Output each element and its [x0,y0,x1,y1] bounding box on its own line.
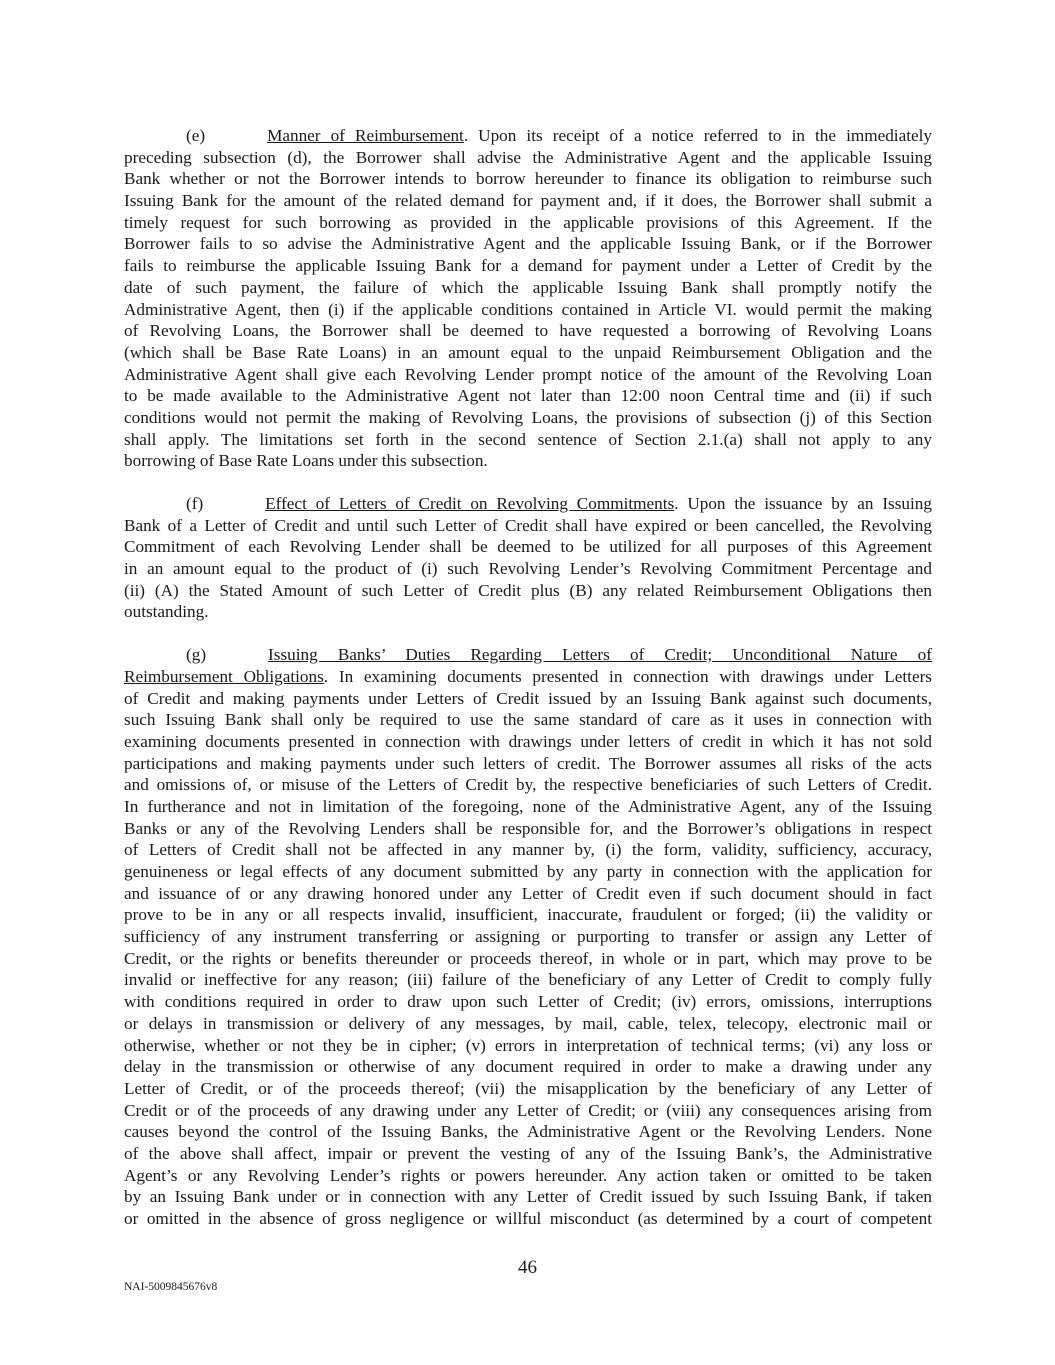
text-line: (ii) (A) the Stated Amount of such Letter of Credit plus (B) any related Reimbursement Obligations then [124,580,932,600]
page-number: 46 [518,1257,537,1278]
text-line: timely request for such borrowing as provided in the applicable provisions of this Agreement. If the [124,212,932,232]
text-line: Commitment of each Revolving Lender shall be deemed to be utilized for all purposes of this Agreement [124,537,932,557]
text-line: sufficiency of any instrument transferring or assigning or purporting to transfer or assign any Letter of [124,927,932,947]
text-line: Issuing Bank for the amount of the related demand for payment and, if it does, the Borrower shall submit a [124,191,932,211]
text-line [124,644,932,666]
paragraph-e [124,125,932,472]
text-line: participations and making payments under such letters of credit. The Borrower assumes all risks of the acts [124,753,932,773]
text-line: causes beyond the control of the Issuing Banks, the Administrative Agent or the Revolving Lenders. None [124,1122,932,1142]
text-run: . Upon the issuance by an Issuing [674,494,932,513]
text-line: by an Issuing Bank under or in connection with any Letter of Credit issued by such Issuing Bank, if taken [124,1187,932,1207]
text-line: invalid or ineffective for any reason; (iii) failure of the beneficiary of any Letter of Credit to comply fully [124,970,932,990]
text-line: of Credit and making payments under Letters of Credit issued by an Issuing Bank against such documents, [124,688,932,708]
text-line: genuineness or legal effects of any document submitted by any party in connection with the application for [124,862,932,881]
text-line: and issuance of or any drawing honored under any Letter of Credit even if such document should in fact [124,883,932,903]
subsection-label: (g) [186,645,207,665]
subsection-label: (e) [186,126,206,145]
text-line: preceding subsection (d), the Borrower shall advise the Administrative Agent and the applicable Issuing [124,147,932,167]
text-line: fails to reimburse the applicable Issuing Bank for a demand for payment under a Letter of Credit by the [124,256,932,276]
subsection-heading: Issuing Banks’ Duties Regarding Letters of Credit; Unconditional Nature of [268,645,932,665]
text-line: borrowing of Base Rate Loans under this subsection. [124,451,488,471]
text-line: delay in the transmission or otherwise of any document required in order to make a drawing under any [124,1057,932,1077]
text-line: of the above shall affect, impair or prevent the vesting of any of the Issuing Bank’s, the Administrative [124,1143,932,1163]
text-line: Agent’s or any Revolving Lender’s rights or powers hereunder. Any action taken or omitted to be taken [124,1165,932,1185]
text-line: prove to be in any or all respects invalid, insufficient, inaccurate, fraudulent or forged; (ii) the validity or [124,905,932,925]
text-line: or delays in transmission or delivery of any messages, by mail, cable, telex, telecopy, electronic mail or [124,1013,932,1033]
text-line: Letter of Credit, or of the proceeds thereof; (vii) the misapplication by the beneficiary of any Letter of [124,1078,932,1098]
text-line: to be made available to the Administrative Agent not later than 12:00 noon Central time and (ii) if such [124,386,932,406]
paragraph-g [124,644,932,1230]
subsection-heading: Manner of Reimbursement [267,126,464,145]
text-line: outstanding. [124,602,209,622]
text-line: examining documents presented in connection with drawings under letters of credit in which it has not sold [124,731,932,751]
text-line [124,125,932,147]
text-line [124,493,932,515]
text-line: Administrative Agent, then (i) if the applicable conditions contained in Article VI. would permit the making [124,299,932,319]
text-line: such Issuing Bank shall only be required to use the same standard of care as it uses in connection with [124,710,932,730]
text-line: Banks or any of the Revolving Lenders shall be responsible for, and the Borrower’s obligations in respect [124,818,932,838]
text-line: with conditions required in order to draw upon such Letter of Credit; (iv) errors, omissions, interruptions [124,992,932,1012]
text-line: Bank of a Letter of Credit and until such Letter of Credit shall have expired or been cancelled, the Revolving [124,515,932,535]
text-line: shall apply. The limitations set forth in the second sentence of Section 2.1.(a) shall not apply to any [124,429,932,449]
text-line: Administrative Agent shall give each Revolving Lender prompt notice of the amount of the Revolving Loan [124,364,932,384]
document-id: NAI-5009845676v8 [124,1281,218,1293]
text-line: conditions would not permit the making of Revolving Loans, the provisions of subsection (j) of this Section [124,407,932,427]
text-line: of Revolving Loans, the Borrower shall be deemed to have requested a borrowing of Revolving Loans [124,321,932,341]
text-line: otherwise, whether or not they be in cipher; (v) errors in interpretation of technical terms; (vi) any loss or [124,1035,932,1055]
text-line: Borrower fails to so advise the Administrative Agent and the applicable Issuing Bank, or if the Borrower [124,234,932,254]
text-line: or omitted in the absence of gross negligence or willful misconduct (as determined by a court of competent [124,1209,932,1228]
text-line: and omissions of, or misuse of the Letters of Credit by, the respective beneficiaries of such Letters of Credit. [124,775,932,795]
text-line: Credit or of the proceeds of any drawing under any Letter of Credit; or (viii) any consequences arising from [124,1100,932,1120]
text-line [124,666,932,688]
text-line: (which shall be Base Rate Loans) in an amount equal to the unpaid Reimbursement Obligation and the [124,342,932,362]
text-line: date of such payment, the failure of which the applicable Issuing Bank shall promptly notify the [124,277,932,297]
paragraph-f [124,493,932,623]
text-line: Credit, or the rights or benefits thereunder or proceeds thereof, in whole or in part, which may prove to be [124,948,932,968]
subsection-heading: Effect of Letters of Credit on Revolving Commitments [265,494,675,513]
text-line: in an amount equal to the product of (i) such Revolving Lender’s Revolving Commitment Percentage and [124,559,932,579]
text-line: Bank whether or not the Borrower intends to borrow hereunder to finance its obligation to reimburse such [124,169,932,189]
text-run: . In examining documents presented in connection with drawings under Letters [323,666,932,686]
document-body [124,125,932,1251]
text-run: . Upon its receipt of a notice referred to in the immediately [463,126,932,145]
subsection-label: (f) [186,494,204,513]
text-line: In furtherance and not in limitation of the foregoing, none of the Administrative Agent, any of the Issuing [124,796,932,816]
subsection-heading: Reimbursement Obligations [124,666,324,686]
text-line: of Letters of Credit shall not be affected in any manner by, (i) the form, validity, sufficiency, accuracy, [124,840,932,860]
